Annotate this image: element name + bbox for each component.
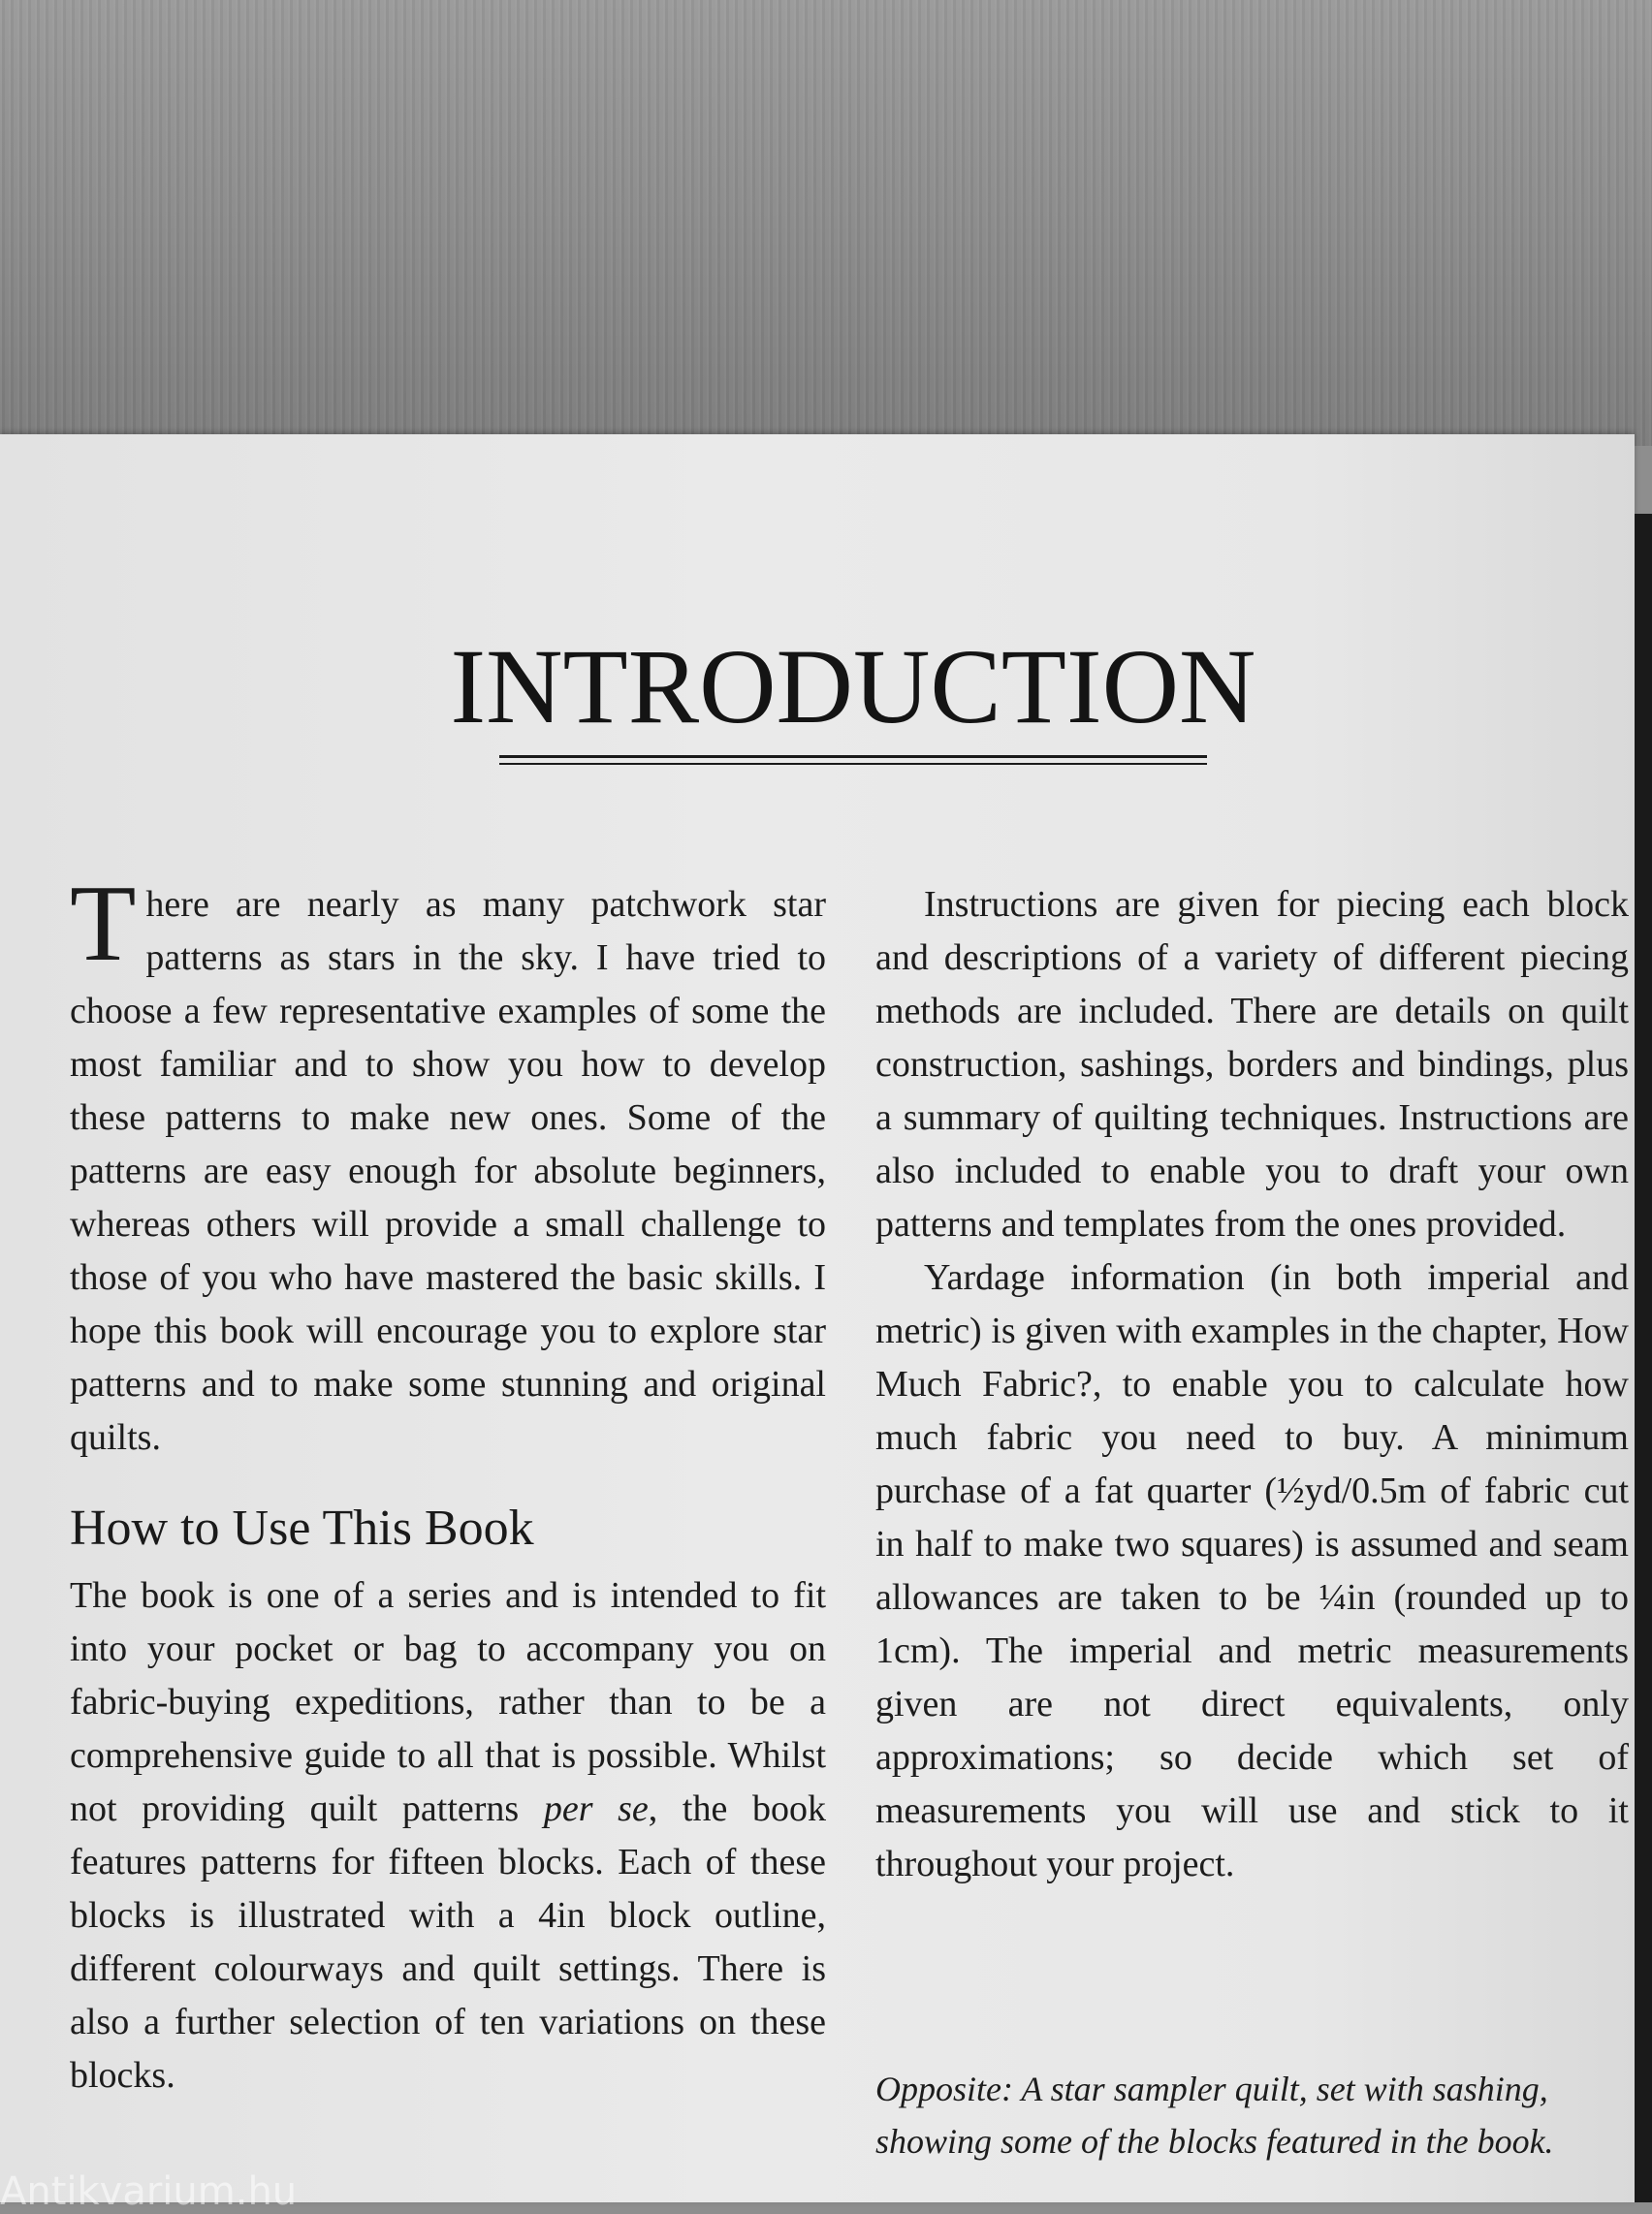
yardage-paragraph: Yardage information (in both imperial and metric) is given with examples in the chapter, How Much Fabric?, to enable you to calculate how much fabric you need to buy. A minimum purchase of a fat quarter (½yd/0.5m of fabric cut in half to make two squares) is assumed and seam allowances are taken to be ¼in (rounded up to 1cm). The imperial and metric measurements given are not direct equivalents, only approximations; so decide which set of measurements you will use and stick to it throughout your project. — [875, 1257, 1629, 1884]
book-page — [0, 434, 1635, 2202]
usage-paragraph — [70, 1569, 826, 2103]
right-column — [875, 878, 1629, 1891]
intro-paragraph — [70, 864, 826, 1465]
usage-text-italic: per se — [543, 1788, 649, 1829]
photo-caption: Opposite: A star sampler quilt, set with sashing, showing some of the blocks featured in the book. — [875, 2070, 1554, 2161]
drop-cap: T — [70, 864, 137, 984]
watermark: Antikvarium.hu — [0, 2169, 298, 2214]
intro-text: here are nearly as many patchwork star patterns as stars in the sky. I have tried to choose a few representative examples of some the most familiar and to show you how to develop these patterns to make new ones. Some of the patterns are easy enough for absolute beginners, whereas others will provide a small challenge to those of you who have mastered the basic skills. I hope this book will encourage you to explore star patterns and to make some stunning and original quilts. — [70, 884, 826, 1458]
opposite-page-edge — [1635, 514, 1652, 2202]
usage-text-part2: , the book features patterns for fifteen blocks. Each of these blocks is illustrated with a 4in block outline, different colourways and quilt settings. There is also a further selection of ten variations on these blocks. — [70, 1788, 826, 2096]
usage-text-part1: The book is one of a series and is intended to fit into your pocket or bag to accompany you on fabric-buying expeditions, rather than to be a comprehensive guide to all that is possible. Whilst not providing quilt patterns — [70, 1575, 826, 1829]
page-title: INTRODUCTION — [450, 627, 1256, 745]
section-heading: How to Use This Book — [70, 1501, 534, 1556]
fabric-backdrop — [0, 0, 1652, 446]
title-underline — [499, 755, 1207, 765]
instructions-paragraph: Instructions are given for piecing each block and descriptions of a variety of different piecing methods are included. There are details on quilt construction, sashings, borders and bindings, plus a summary of quilting techniques. Instructions are also included to enable you to draft your own patterns and templates from the ones provided. — [875, 884, 1629, 1245]
left-column — [70, 864, 826, 2103]
